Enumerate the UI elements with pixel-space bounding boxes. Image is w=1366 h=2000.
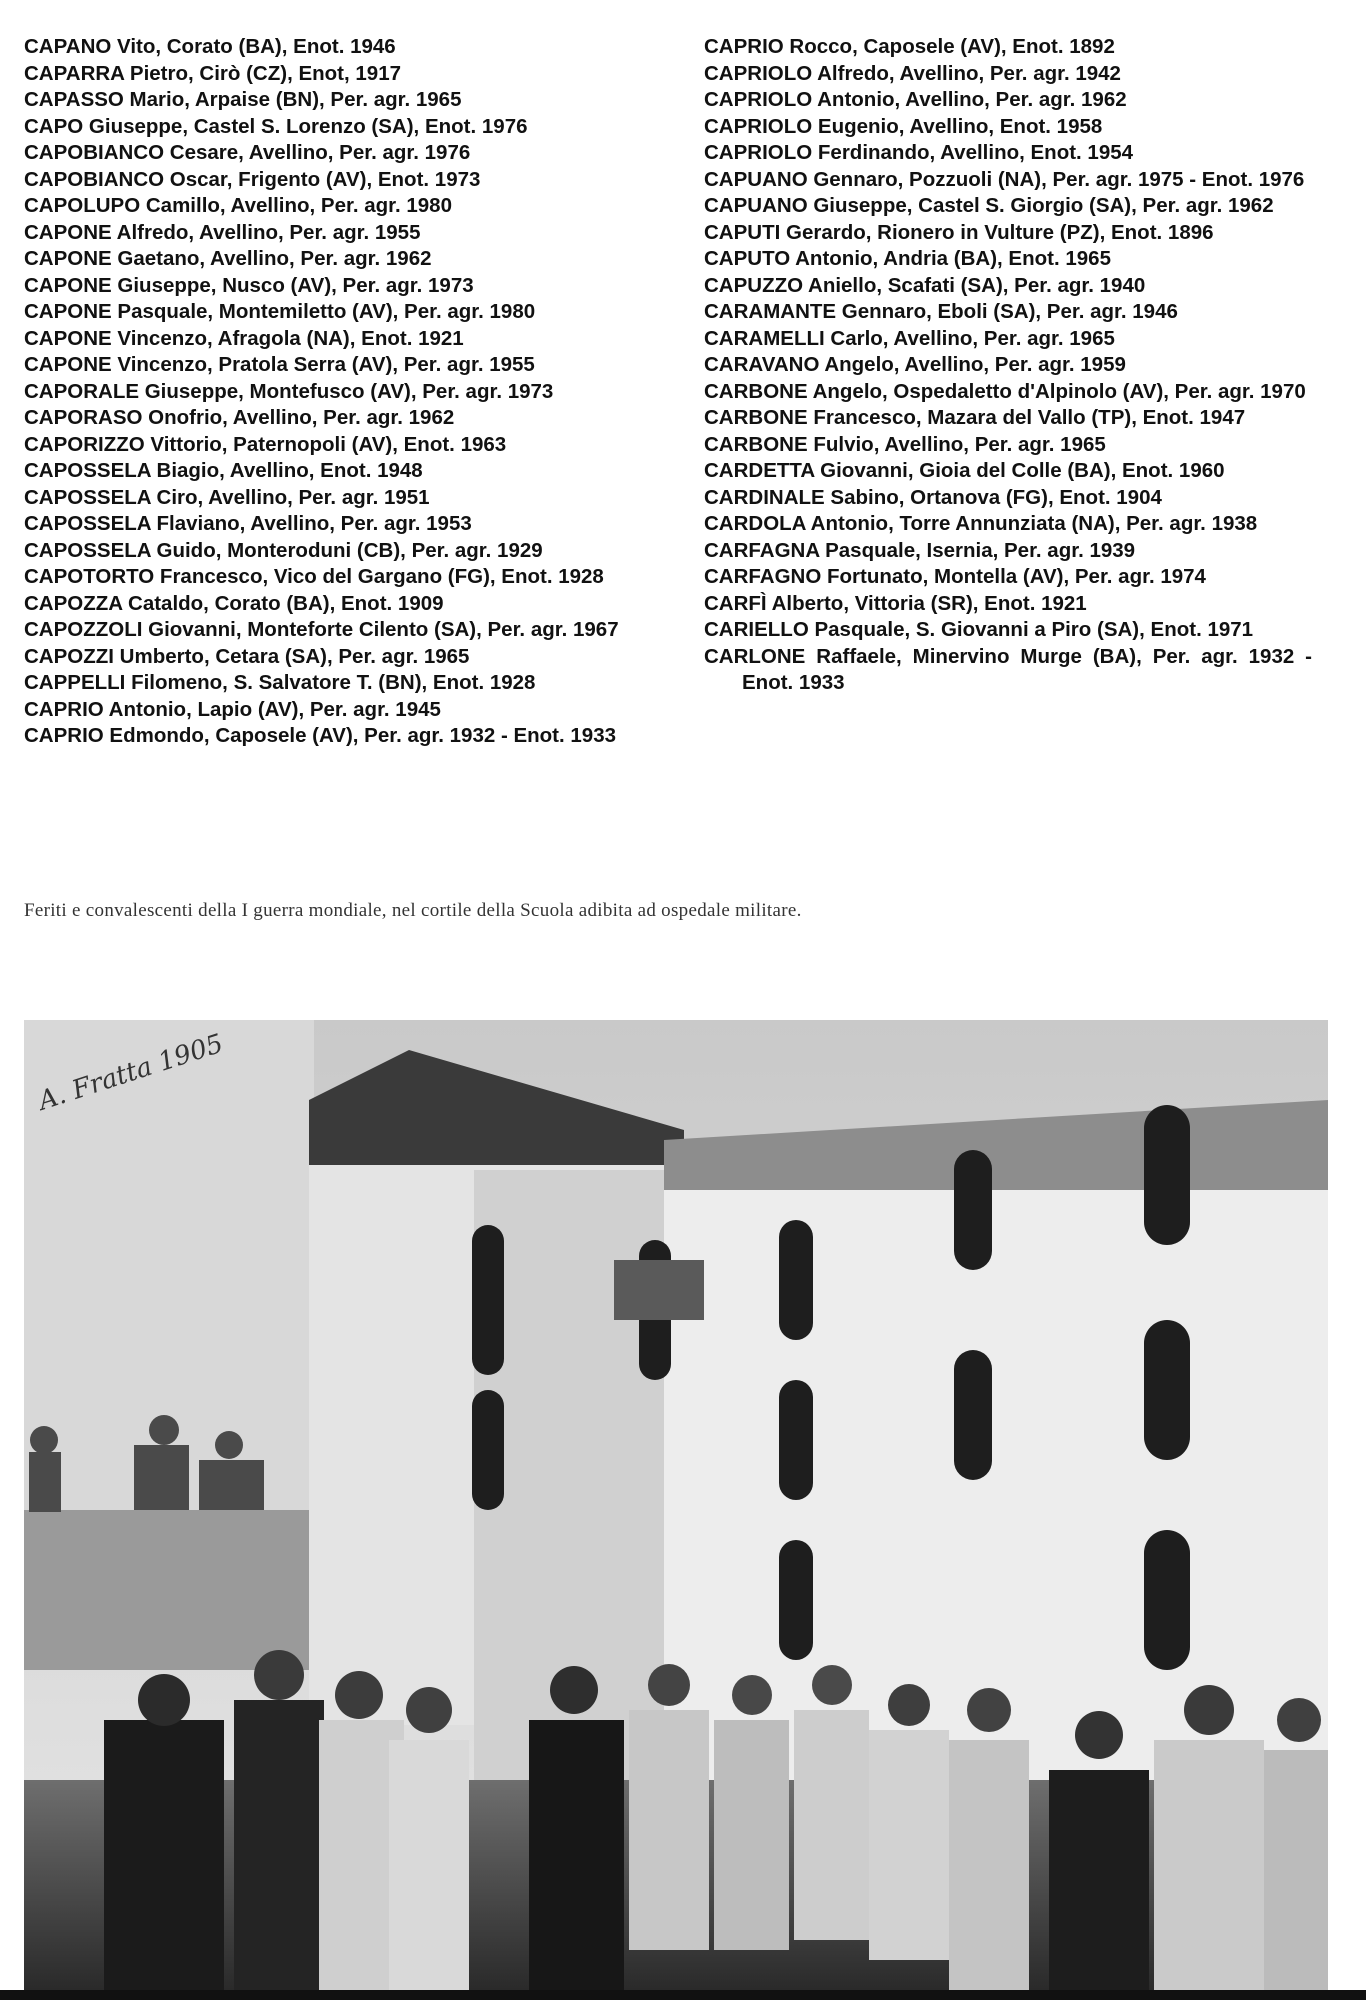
list-entry: CARBONE Angelo, Ospedaletto d'Alpinolo (AV), Per. agr. 1970 bbox=[704, 379, 1306, 403]
list-entry: CAPARRA Pietro, Cirò (CZ), Enot, 1917 bbox=[24, 61, 402, 85]
list-entry: CAPOZZI Umberto, Cetara (SA), Per. agr. 1965 bbox=[24, 644, 470, 668]
list-entry: CAPONE Giuseppe, Nusco (AV), Per. agr. 1973 bbox=[24, 273, 474, 297]
list-entry: CAPORIZZO Vittorio, Paternopoli (AV), Enot. 1963 bbox=[24, 432, 507, 456]
list-entry: CAPUTI Gerardo, Rionero in Vulture (PZ), Enot. 1896 bbox=[704, 220, 1214, 244]
list-entry: CARLONE Raffaele, Minervino Murge (BA), Per. agr. 1932 - Enot. 1933 bbox=[704, 644, 1312, 694]
historic-photo bbox=[24, 1020, 1328, 1990]
list-entry: CAPRIOLO Ferdinando, Avellino, Enot. 1954 bbox=[704, 141, 1134, 164]
list-entry: CAPUANO Gennaro, Pozzuoli (NA), Per. agr. 1975 - Enot. 1976 bbox=[704, 167, 1305, 191]
list-entry: CAPRIO Edmondo, Caposele (AV), Per. agr. 1932 - Enot. 1933 bbox=[24, 724, 617, 747]
list-entry: CAPOSSELA Biagio, Avellino, Enot. 1948 bbox=[24, 459, 423, 482]
list-entry: CAPONE Gaetano, Avellino, Per. agr. 1962 bbox=[24, 247, 432, 270]
photo-caption: Feriti e convalescenti della I guerra mondiale, nel cortile della Scuola adibita ad ospedale militare. bbox=[24, 900, 802, 921]
list-entry: CARBONE Francesco, Mazara del Vallo (TP), Enot. 1947 bbox=[704, 406, 1246, 429]
list-entry: CAPONE Vincenzo, Pratola Serra (AV), Per. agr. 1955 bbox=[24, 353, 535, 376]
list-entry: CAPANO Vito, Corato (BA), Enot. 1946 bbox=[24, 35, 396, 58]
list-entry: CAPUTO Antonio, Andria (BA), Enot. 1965 bbox=[704, 247, 1111, 270]
photo-signature: A. Fratta 1905 bbox=[34, 1028, 227, 1117]
list-entry: CAPRIOLO Eugenio, Avellino, Enot. 1958 bbox=[704, 114, 1103, 138]
list-entry: CAPOZZOLI Giovanni, Monteforte Cilento (SA), Per. agr. 1967 bbox=[24, 618, 619, 641]
list-entry: CARAVANO Angelo, Avellino, Per. agr. 1959 bbox=[704, 353, 1126, 376]
list-entry: CAPOBIANCO Oscar, Frigento (AV), Enot. 1973 bbox=[24, 167, 481, 191]
list-entry: CARAMANTE Gennaro, Eboli (SA), Per. agr. 1946 bbox=[704, 300, 1178, 323]
list-entry: CAPASSO Mario, Arpaise (BN), Per. agr. 1965 bbox=[24, 88, 462, 111]
list-entry: CAPRIOLO Antonio, Avellino, Per. agr. 1962 bbox=[704, 88, 1127, 111]
list-entry: CARFAGNO Fortunato, Montella (AV), Per. agr. 1974 bbox=[704, 565, 1206, 588]
list-entry: CARFÌ Alberto, Vittoria (SR), Enot. 1921 bbox=[704, 591, 1087, 615]
list-entry: CAPOZZA Cataldo, Corato (BA), Enot. 1909 bbox=[24, 591, 444, 615]
list-entry: CARDETTA Giovanni, Gioia del Colle (BA), Enot. 1960 bbox=[704, 459, 1225, 482]
list-entry: CAPPELLI Filomeno, S. Salvatore T. (BN), Enot. 1928 bbox=[24, 671, 536, 694]
list-entry: CAPORALE Giuseppe, Montefusco (AV), Per. agr. 1973 bbox=[24, 379, 554, 403]
list-entry: CAPONE Vincenzo, Afragola (NA), Enot. 1921 bbox=[24, 326, 464, 350]
list-entry: CARDINALE Sabino, Ortanova (FG), Enot. 1904 bbox=[704, 485, 1162, 509]
list-entry: CARFAGNA Pasquale, Isernia, Per. agr. 1939 bbox=[704, 538, 1136, 562]
list-entry: CAPOSSELA Flaviano, Avellino, Per. agr. 1953 bbox=[24, 512, 472, 535]
list-entry: CARBONE Fulvio, Avellino, Per. agr. 1965 bbox=[704, 432, 1106, 456]
left-column bbox=[24, 34, 638, 750]
list-entry: CAPONE Pasquale, Montemiletto (AV), Per. agr. 1980 bbox=[24, 300, 536, 323]
photo-illustration bbox=[24, 1020, 1328, 1990]
list-entry: CAPO Giuseppe, Castel S. Lorenzo (SA), Enot. 1976 bbox=[24, 114, 528, 138]
list-entry: CAPRIOLO Alfredo, Avellino, Per. agr. 1942 bbox=[704, 61, 1121, 85]
list-entry: CAPOBIANCO Cesare, Avellino, Per. agr. 1976 bbox=[24, 141, 471, 164]
list-entry: CAPUZZO Aniello, Scafati (SA), Per. agr. 1940 bbox=[704, 273, 1146, 297]
list-entry: CAPOTORTO Francesco, Vico del Gargano (FG), Enot. 1928 bbox=[24, 565, 604, 588]
list-entry: CAPRIO Rocco, Caposele (AV), Enot. 1892 bbox=[704, 35, 1115, 58]
list-entry: CAPOSSELA Guido, Monteroduni (CB), Per. agr. 1929 bbox=[24, 538, 543, 562]
list-entry: CAPOLUPO Camillo, Avellino, Per. agr. 1980 bbox=[24, 194, 452, 217]
list-entry: CAPRIO Antonio, Lapio (AV), Per. agr. 1945 bbox=[24, 697, 441, 721]
page-edge-bar bbox=[0, 1990, 1366, 2000]
list-entry: CARDOLA Antonio, Torre Annunziata (NA), Per. agr. 1938 bbox=[704, 512, 1258, 535]
list-entry: CAPUANO Giuseppe, Castel S. Giorgio (SA), Per. agr. 1962 bbox=[704, 194, 1274, 217]
list-entry: CARIELLO Pasquale, S. Giovanni a Piro (SA), Enot. 1971 bbox=[704, 618, 1254, 641]
list-entry: CAPOSSELA Ciro, Avellino, Per. agr. 1951 bbox=[24, 485, 430, 509]
list-entry: CARAMELLI Carlo, Avellino, Per. agr. 1965 bbox=[704, 326, 1115, 350]
right-column bbox=[704, 34, 1312, 697]
list-entry: CAPORASO Onofrio, Avellino, Per. agr. 1962 bbox=[24, 406, 455, 429]
list-entry: CAPONE Alfredo, Avellino, Per. agr. 1955 bbox=[24, 220, 421, 244]
